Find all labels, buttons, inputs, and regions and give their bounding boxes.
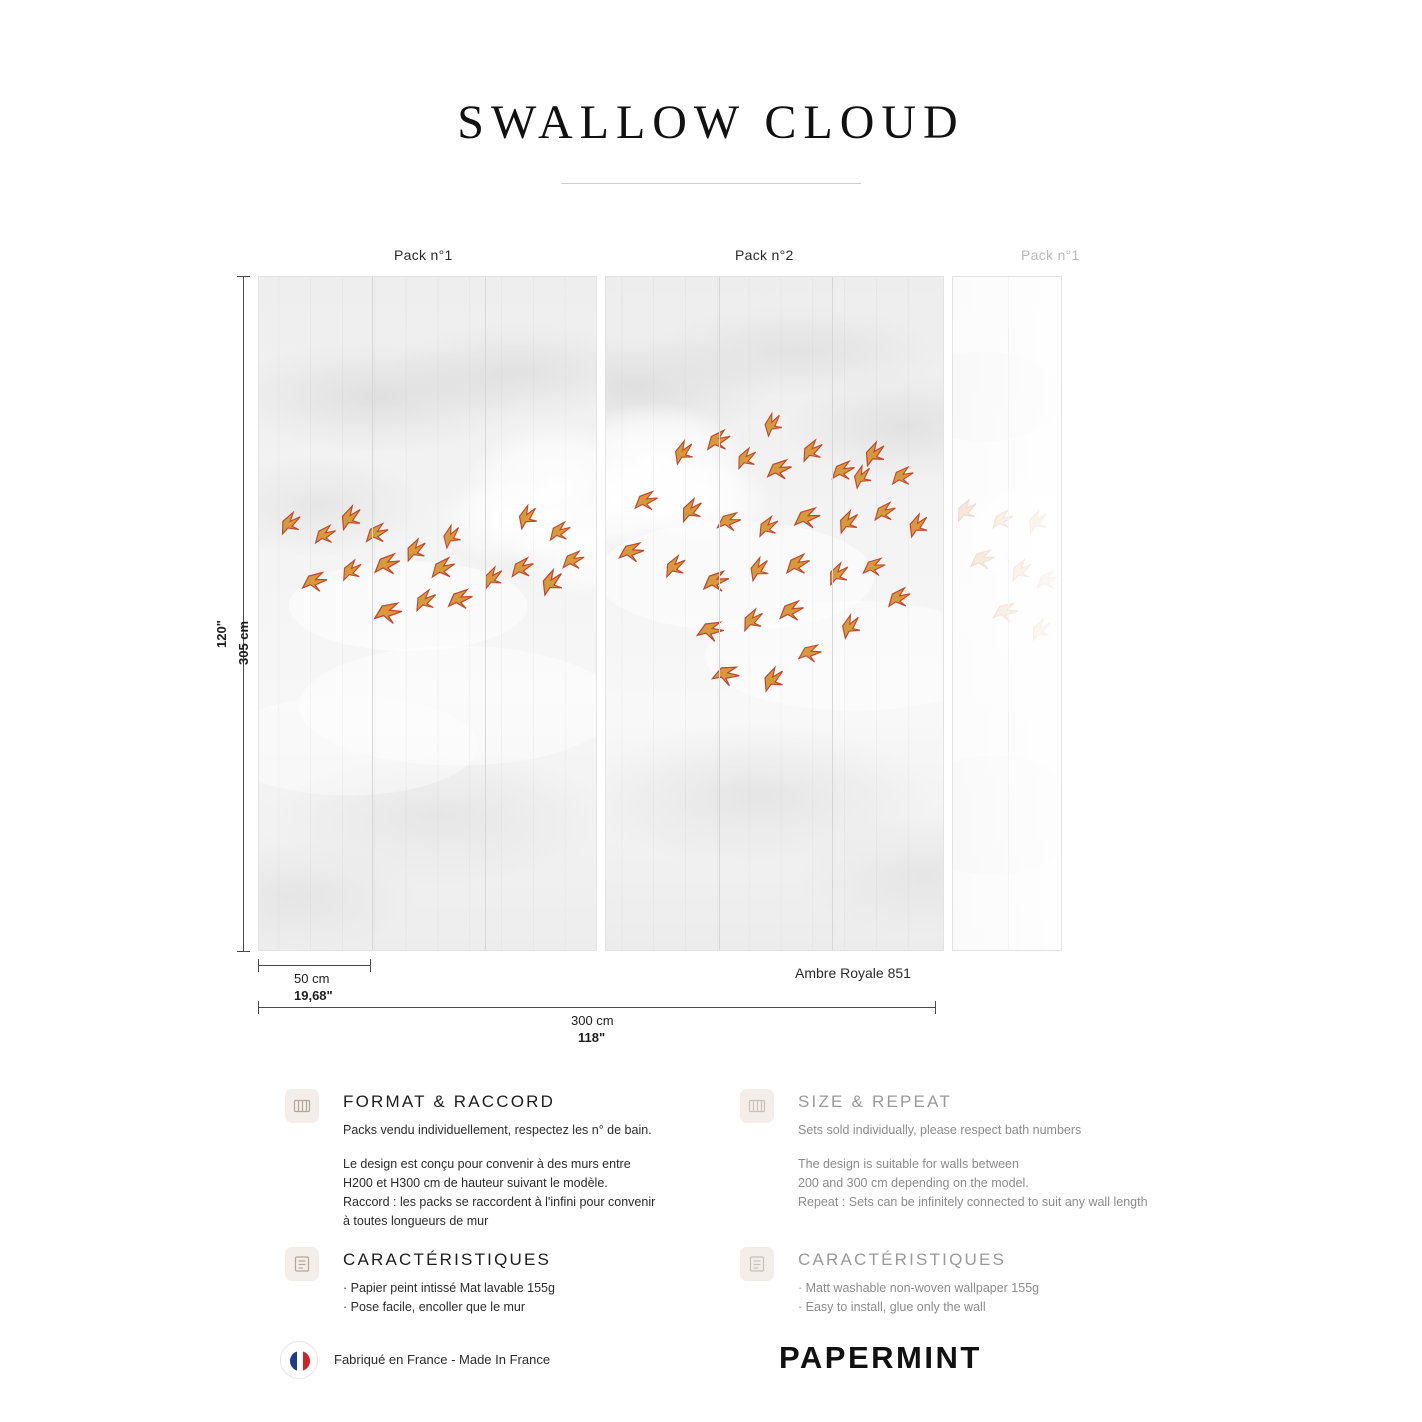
info-line: Raccord : les packs se raccordent à l'infini pour convenir xyxy=(343,1195,656,1209)
french-flag-icon xyxy=(290,1351,310,1371)
pack-label-2: Pack n°2 xyxy=(735,247,794,263)
info-line: Repeat : Sets can be infinitely connected to suit any wall length xyxy=(798,1195,1148,1209)
info-line: · Papier peint intissé Mat lavable 155g xyxy=(343,1281,555,1295)
total-width-tick-right xyxy=(935,1001,936,1014)
info-line: à toutes longueurs de mur xyxy=(343,1214,489,1228)
info-format-en-heading: SIZE & REPEAT xyxy=(798,1092,952,1111)
info-line: · Pose facile, encoller que le mur xyxy=(343,1300,526,1314)
features-icon xyxy=(740,1247,774,1281)
height-label-inches: 120" xyxy=(214,620,229,648)
panel-width-tick-left xyxy=(258,959,259,972)
total-width-cm: 300 cm xyxy=(571,1013,614,1028)
made-in-france-badge xyxy=(280,1341,318,1379)
pack-panel-group-2 xyxy=(605,276,944,951)
sky-artwork-2 xyxy=(606,277,943,950)
panel-seam xyxy=(1008,277,1009,950)
height-tick-bottom xyxy=(237,951,250,952)
panel-width-cm: 50 cm xyxy=(294,971,330,986)
features-icon xyxy=(285,1247,319,1281)
panel-seam xyxy=(832,277,833,950)
info-line: The design is suitable for walls between xyxy=(798,1157,1019,1171)
info-format-fr-heading: FORMAT & RACCORD xyxy=(343,1092,556,1111)
info-features-fr-heading: CARACTÉRISTIQUES xyxy=(343,1250,552,1269)
panel-width-in: 19,68" xyxy=(294,988,333,1003)
height-dimension-line xyxy=(243,276,244,951)
info-line: 200 and 300 cm depending on the model. xyxy=(798,1176,1029,1190)
height-label-cm: 305 cm xyxy=(236,620,251,665)
info-line: Le design est conçu pour convenir à des murs entre xyxy=(343,1157,631,1171)
colorway-label: Ambre Royale 851 xyxy=(795,965,911,981)
page-title: SWALLOW CLOUD xyxy=(457,96,965,149)
info-line: Packs vendu individuellement, respectez les n° de bain. xyxy=(343,1123,652,1137)
total-width-in: 118" xyxy=(578,1030,606,1045)
pack-label-1: Pack n°1 xyxy=(394,247,453,263)
info-line: · Easy to install, glue only the wall xyxy=(798,1300,986,1314)
total-width-dimension-line xyxy=(258,1007,936,1008)
sky-artwork-1 xyxy=(259,277,596,950)
brand-logo: PAPERMINT xyxy=(779,1340,982,1375)
info-features-en-heading: CARACTÉRISTIQUES xyxy=(798,1250,1007,1269)
panel-seam xyxy=(719,277,720,950)
panel-seam xyxy=(372,277,373,950)
height-tick-top xyxy=(237,276,250,277)
total-width-tick-left xyxy=(258,1001,259,1014)
info-features-en xyxy=(740,1250,1210,1317)
info-format-en xyxy=(740,1092,1220,1212)
format-repeat-icon xyxy=(740,1089,774,1123)
info-line: Sets sold individually, please respect bath numbers xyxy=(798,1123,1082,1137)
title-divider xyxy=(561,183,861,184)
sky-artwork-3 xyxy=(953,277,1061,950)
pack-label-3: Pack n°1 xyxy=(1021,247,1080,263)
info-format-fr xyxy=(285,1092,755,1231)
info-line: · Matt washable non-woven wallpaper 155g xyxy=(798,1281,1040,1295)
format-repeat-icon xyxy=(285,1089,319,1123)
pack-panel-group-3 xyxy=(952,276,1062,951)
panel-seam xyxy=(485,277,486,950)
made-in-label: Fabriqué en France - Made In France xyxy=(334,1352,551,1367)
info-line: H200 et H300 cm de hauteur suivant le modèle. xyxy=(343,1176,608,1190)
panel-width-dimension-line xyxy=(258,965,371,966)
pack-panel-group-1 xyxy=(258,276,597,951)
info-features-fr xyxy=(285,1250,755,1317)
panel-width-tick-right xyxy=(370,959,371,972)
